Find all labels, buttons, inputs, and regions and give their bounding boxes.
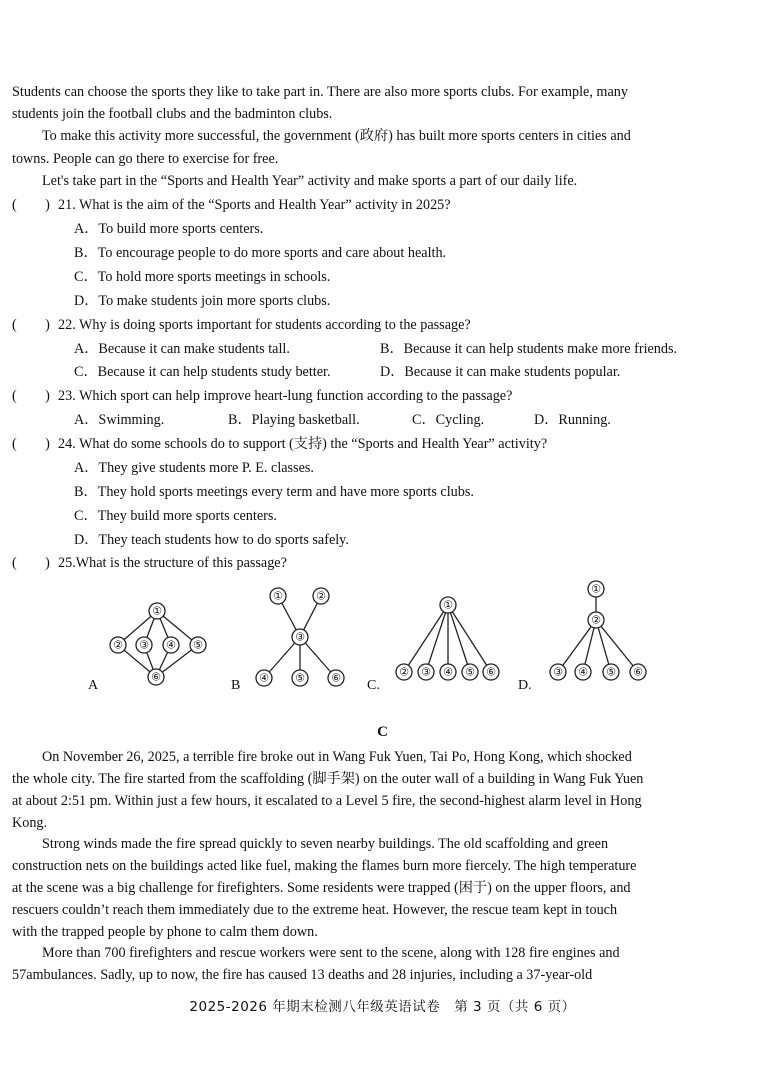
page-footer: 2025-2026 年期末检测八年级英语试卷 第 3 页（共 6 页） bbox=[189, 999, 576, 1015]
node bbox=[148, 669, 164, 685]
svg-text:④: ④ bbox=[259, 671, 269, 685]
passage-line: towns. People can go there to exercise for free. bbox=[12, 151, 279, 167]
node bbox=[396, 664, 412, 680]
svg-text:⑥: ⑥ bbox=[331, 671, 341, 685]
passage-line: Strong winds made the fire spread quickly to seven nearby buildings. The old scaffolding and green bbox=[42, 836, 609, 852]
passage-line: Let's take part in the “Sports and Health Year” activity and make sports a part of our daily life. bbox=[42, 173, 578, 189]
section-heading: C bbox=[377, 724, 388, 740]
question-21 bbox=[12, 196, 451, 214]
option-a: A．Because it can make students tall. bbox=[74, 341, 290, 357]
option-c: C．Cycling. bbox=[412, 412, 485, 428]
node bbox=[292, 670, 308, 686]
option-a: A．Swimming. bbox=[74, 412, 165, 428]
option-d: D．Running. bbox=[534, 412, 611, 428]
node bbox=[149, 603, 165, 619]
node bbox=[588, 612, 604, 628]
node bbox=[328, 670, 344, 686]
option-c: C．They build more sports centers. bbox=[74, 508, 277, 524]
svg-text:①: ① bbox=[591, 582, 601, 596]
svg-text:⑤: ⑤ bbox=[193, 638, 203, 652]
question-22 bbox=[12, 316, 471, 334]
node bbox=[440, 597, 456, 613]
passage-line: at the scene was a big challenge for firefighters. Some residents were trapped (困于) on the upper floors, and bbox=[12, 880, 631, 896]
svg-text:⑤: ⑤ bbox=[465, 665, 475, 679]
svg-text:⑥: ⑥ bbox=[151, 670, 161, 684]
svg-text:②: ② bbox=[591, 613, 601, 627]
node bbox=[136, 637, 152, 653]
passage-line: 57ambulances. Sadly, up to now, the fire has caused 13 deaths and 28 injuries, including a 37-year-old bbox=[12, 967, 593, 983]
structure-diagram-a bbox=[100, 596, 220, 692]
option-b: B．Playing basketball. bbox=[228, 412, 360, 428]
question-23 bbox=[12, 387, 512, 405]
svg-text:②: ② bbox=[113, 638, 123, 652]
passage-line: with the trapped people by phone to calm them down. bbox=[12, 924, 318, 940]
svg-text:②: ② bbox=[316, 589, 326, 603]
svg-text:④: ④ bbox=[166, 638, 176, 652]
node bbox=[603, 664, 619, 680]
node bbox=[256, 670, 272, 686]
passage-line: To make this activity more successful, the government (政府) has built more sports centers in cities and bbox=[42, 128, 631, 144]
svg-text:④: ④ bbox=[443, 665, 453, 679]
question-stem: 22. Why is doing sports important for students according to the passage? bbox=[58, 317, 471, 333]
diagram-label-c: C. bbox=[367, 678, 380, 693]
node bbox=[462, 664, 478, 680]
option-b: B．To encourage people to do more sports and care about health. bbox=[74, 245, 447, 261]
node bbox=[575, 664, 591, 680]
node bbox=[440, 664, 456, 680]
svg-text:①: ① bbox=[152, 604, 162, 618]
svg-text:②: ② bbox=[399, 665, 409, 679]
passage-line: students join the football clubs and the badminton clubs. bbox=[12, 106, 333, 122]
option-b: B．Because it can help students make more friends. bbox=[380, 341, 678, 357]
diagram-label-a: A bbox=[88, 678, 99, 693]
answer-bracket[interactable]: ( ) bbox=[12, 555, 50, 571]
svg-text:③: ③ bbox=[295, 630, 305, 644]
node bbox=[110, 637, 126, 653]
question-stem: 25.What is the structure of this passage? bbox=[58, 555, 287, 571]
node bbox=[418, 664, 434, 680]
option-d: D．To make students join more sports clubs. bbox=[74, 293, 331, 309]
question-stem: 24. What do some schools do to support (支持) the “Sports and Health Year” activity? bbox=[58, 436, 548, 452]
passage-line: rescuers couldn’t reach them immediately due to the extreme heat. However, the rescue team kept in touch bbox=[12, 902, 618, 918]
question-stem: 23. Which sport can help improve heart-lung function according to the passage? bbox=[58, 388, 513, 404]
structure-diagram-c bbox=[390, 594, 505, 682]
passage-line: at about 2:51 pm. Within just a few hours, it escalated to a Level 5 fire, the second-highest alarm level in Hong bbox=[12, 793, 642, 809]
option-a: A．They give students more P. E. classes. bbox=[74, 460, 314, 476]
svg-text:⑤: ⑤ bbox=[606, 665, 616, 679]
passage-line: the whole city. The fire started from the scaffolding (脚手架) on the outer wall of a building in Wang Fuk Yuen bbox=[12, 771, 644, 787]
answer-bracket[interactable]: ( ) bbox=[12, 388, 50, 404]
passage-line: Kong. bbox=[12, 815, 48, 831]
structure-diagram-d bbox=[545, 578, 655, 682]
question-stem: 21. What is the aim of the “Sports and Health Year” activity in 2025? bbox=[58, 197, 451, 213]
svg-text:③: ③ bbox=[553, 665, 563, 679]
node bbox=[190, 637, 206, 653]
structure-diagram-b bbox=[254, 582, 354, 690]
option-a: A．To build more sports centers. bbox=[74, 221, 264, 237]
answer-bracket[interactable]: ( ) bbox=[12, 197, 50, 213]
passage-line: More than 700 firefighters and rescue workers were sent to the scene, along with 128 fire engines and bbox=[42, 945, 620, 961]
passage-line: On November 26, 2025, a terrible fire broke out in Wang Fuk Yuen, Tai Po, Hong Kong, which shocked bbox=[42, 749, 632, 765]
passage-line: construction nets on the buildings acted like fuel, making the flames burn more fiercely. The high temperature bbox=[12, 858, 637, 874]
diagram-label-d: D. bbox=[518, 678, 532, 693]
node bbox=[292, 629, 308, 645]
svg-text:⑥: ⑥ bbox=[633, 665, 643, 679]
question-24 bbox=[12, 435, 547, 453]
svg-text:①: ① bbox=[443, 598, 453, 612]
svg-text:①: ① bbox=[273, 589, 283, 603]
option-b: B．They hold sports meetings every term and have more sports clubs. bbox=[74, 484, 474, 500]
svg-text:③: ③ bbox=[421, 665, 431, 679]
diagram-label-b: B bbox=[231, 678, 241, 693]
node bbox=[588, 581, 604, 597]
svg-text:⑤: ⑤ bbox=[295, 671, 305, 685]
node bbox=[630, 664, 646, 680]
svg-text:③: ③ bbox=[139, 638, 149, 652]
option-c: C．To hold more sports meetings in schools. bbox=[74, 269, 331, 285]
node bbox=[270, 588, 286, 604]
answer-bracket[interactable]: ( ) bbox=[12, 317, 50, 333]
node bbox=[483, 664, 499, 680]
node bbox=[550, 664, 566, 680]
passage-line: Students can choose the sports they like to take part in. There are also more sports clubs. For example, many bbox=[12, 84, 628, 100]
svg-text:⑥: ⑥ bbox=[486, 665, 496, 679]
answer-bracket[interactable]: ( ) bbox=[12, 436, 50, 452]
question-25 bbox=[12, 554, 287, 572]
svg-text:④: ④ bbox=[578, 665, 588, 679]
option-c: C．Because it can help students study better. bbox=[74, 364, 331, 380]
option-d: D．They teach students how to do sports safely. bbox=[74, 532, 349, 548]
option-d: D．Because it can make students popular. bbox=[380, 364, 621, 380]
node bbox=[163, 637, 179, 653]
node bbox=[313, 588, 329, 604]
